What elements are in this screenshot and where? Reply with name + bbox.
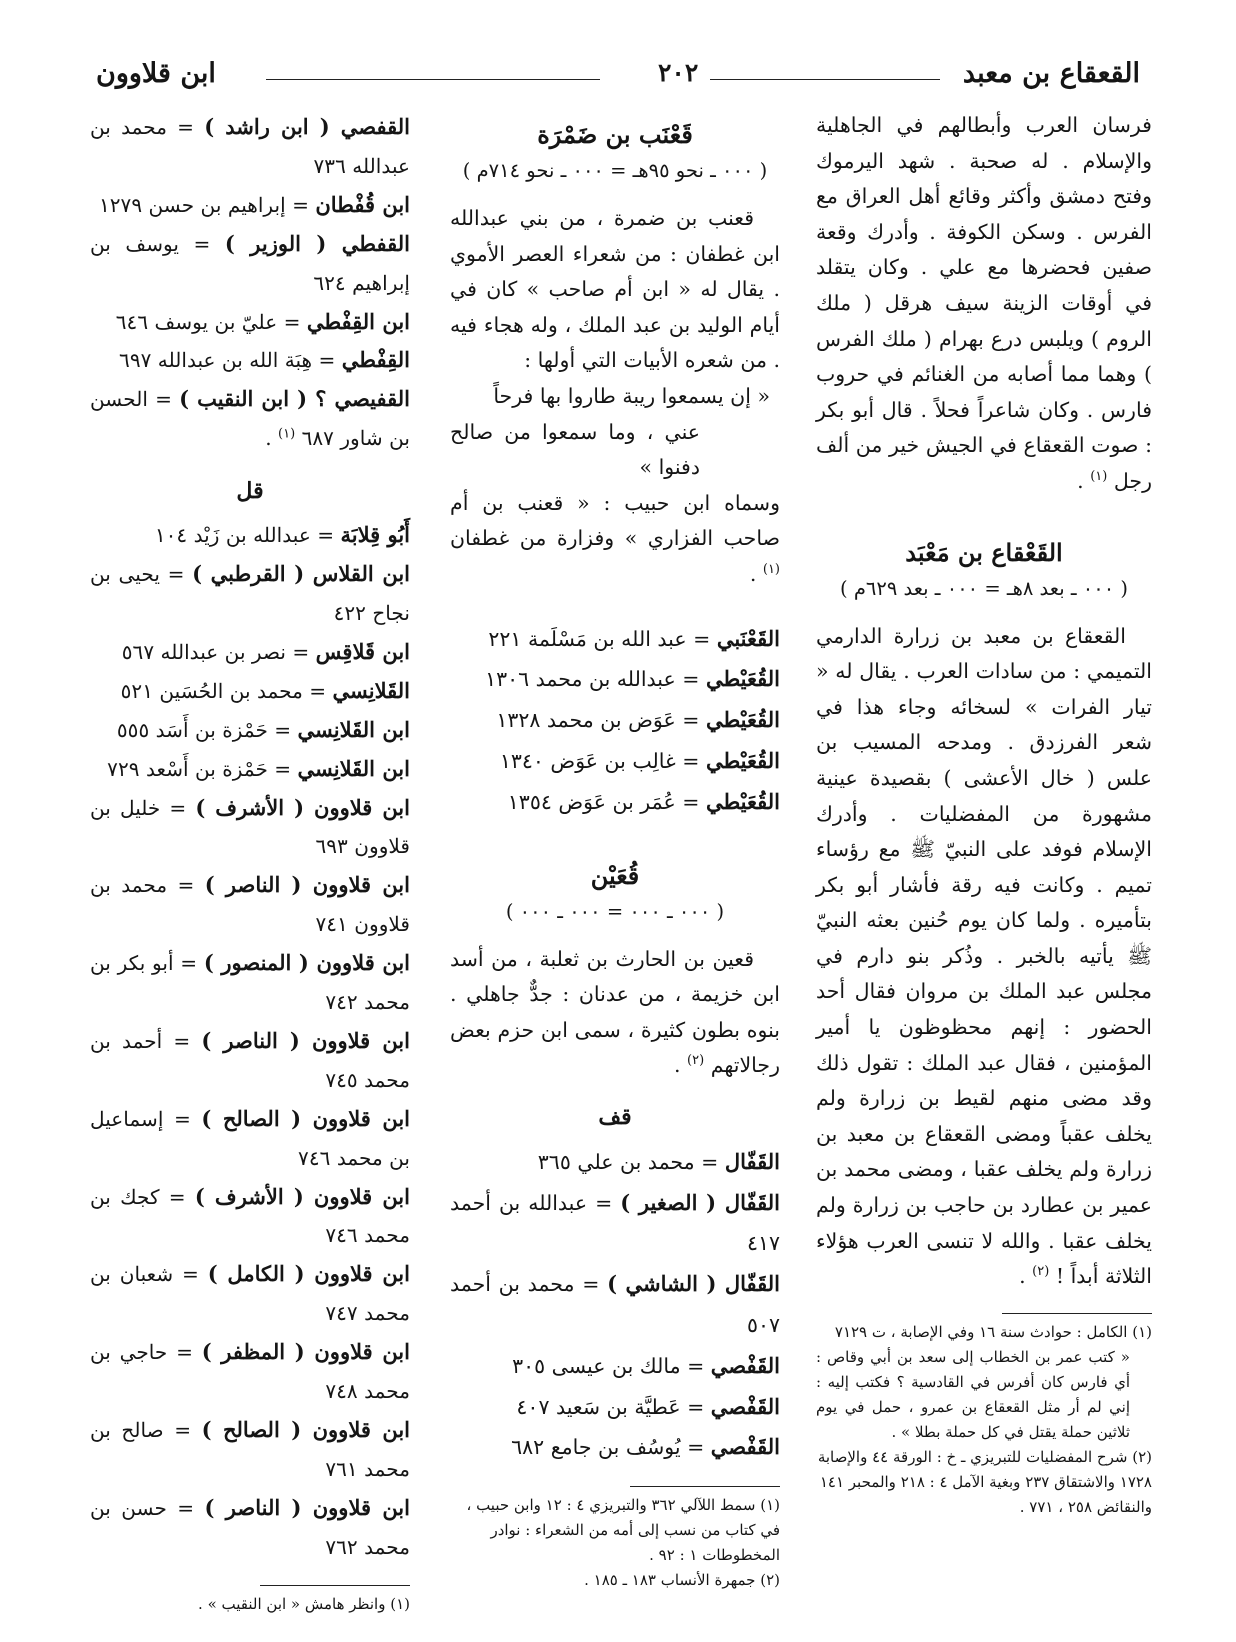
cross-reference: القَفْصي = مالك بن عيسى ٣٠٥ bbox=[512, 1352, 780, 1378]
cross-reference: ابن قلاوون ( الناصر ) = أحمد بن محمد ٧٤٥ bbox=[90, 1027, 410, 1092]
column-right bbox=[816, 108, 1152, 1520]
cross-reference: ابن قلاوون ( الأشرف ) = خليل بن قلاوون ٦٩٣ bbox=[90, 794, 410, 859]
entry-title: قَعْنَب بن ضَمْرَة bbox=[537, 120, 693, 149]
footnotes bbox=[450, 1493, 780, 1593]
entry-dates: ( ٠٠٠ ـ بعد ٨هـ = ٠٠٠ ـ بعد ٦٢٩م ) bbox=[840, 576, 1128, 600]
cross-reference: ابن القَلانِسي = حَمْزة بن أَسْعد ٧٢٩ bbox=[107, 755, 410, 781]
cross-reference: القفيصي ؟ ( ابن النقيب ) = الحسن بن شاور ٦٨٧ $^{(١)}$ . bbox=[90, 386, 411, 451]
footnote: (١) وانظر هامش « ابن النقيب » . bbox=[198, 1594, 410, 1613]
page-number: ٢٠٢ bbox=[658, 58, 699, 87]
cross-reference: ابن قلاوون ( الأشرف ) = كجك بن محمد ٧٤٦ bbox=[90, 1183, 410, 1248]
cross-reference: ابن قلاوون ( الصالح ) = إسماعيل بن محمد ٧٤٦ bbox=[90, 1105, 411, 1170]
cross-reference: القَعْنَبي = عبد الله بن مَسْلَمة ٢٢١ bbox=[488, 625, 780, 651]
entry-dates: ( ٠٠٠ ـ ٠٠٠ = ٠٠٠ ـ ٠٠٠ ) bbox=[505, 899, 725, 923]
section-heading: قف bbox=[598, 1103, 632, 1130]
cross-reference: القَفْصي = يُوسُف بن جامع ٦٨٢ bbox=[511, 1434, 780, 1460]
cross-reference: القُعَيْطي = عبدالله بن محمد ١٣٠٦ bbox=[485, 666, 780, 692]
cross-reference: ابن قلاوون ( الناصر ) = حسن بن محمد ٧٦٢ bbox=[90, 1494, 410, 1559]
footnotes bbox=[90, 1592, 410, 1617]
cross-reference: القَفّال ( الشاشي ) = محمد بن أحمد ٥٠٧ bbox=[450, 1271, 781, 1338]
column-left bbox=[90, 108, 410, 1617]
cross-reference: ابن القِفْطي = عليّ بن يوسف ٦٤٦ bbox=[115, 308, 410, 334]
cross-reference-list bbox=[450, 1142, 780, 1468]
cross-reference: القُعَيْطي = عَوَض بن محمد ١٣٢٨ bbox=[496, 707, 780, 733]
footnote: (٢) جمهرة الأنساب ١٨٣ ـ ١٨٥ . bbox=[584, 1571, 780, 1590]
cross-reference: القُعَيْطي = غالِب بن عَوَض ١٣٤٠ bbox=[499, 747, 780, 773]
cross-reference: ابن قلاوون ( الكامل ) = شعبان بن محمد ٧٤٧ bbox=[90, 1261, 410, 1326]
footnote: (١) سمط اللآلي ٣٦٢ والتبريزي ٤ : ١٢ وابن حبيب ، في كتاب من نسب إلى أمه من الشعراء : نوادر المخطوطات ١ : ٩٢ . bbox=[466, 1496, 780, 1565]
cross-reference: ابن قلاوون ( الناصر ) = محمد بن قلاوون ٧٤١ bbox=[90, 872, 410, 937]
header-rule-left bbox=[266, 79, 600, 80]
footnote-rule bbox=[630, 1486, 780, 1487]
footnote-rule bbox=[260, 1585, 410, 1586]
cross-reference: القَفّال ( الصغير ) = عبدالله بن أحمد ٤١٧ bbox=[450, 1189, 780, 1256]
cross-reference: القفطي ( الوزير ) = يوسف بن إبراهيم ٦٢٤ bbox=[90, 230, 411, 295]
cross-reference-list bbox=[90, 516, 410, 1566]
entry-text: قعين بن الحارث بن ثعلبة ، من أسد ابن خزيمة ، من عدنان : جدٌّ جاهلي . بنوه بطون كثيرة ، سمى ابن حزم بعض رجالاتهم $^{(٢)}$ . bbox=[450, 946, 780, 1078]
cross-reference: ابن القَلانِسي = حَمْزة بن أَسَد ٥٥٥ bbox=[116, 716, 410, 742]
page-header bbox=[84, 58, 1140, 100]
cross-reference: ابن قُفْطان = إبراهيم بن حسن ١٢٧٩ bbox=[98, 191, 410, 217]
footnote: (١) الكامل : حوادث سنة ١٦ وفي الإصابة ، ت ٧١٢٩ bbox=[834, 1322, 1152, 1341]
verse-line: عني ، وما سمعوا من صالح دفنوا » bbox=[450, 419, 700, 480]
cross-reference-list bbox=[450, 619, 780, 823]
footnote: « كتب عمر بن الخطاب إلى سعد بن أبي وقاص : أي فارس كان أفرس في القادسية ؟ فكتب إليه : إني لم أر مثل القعقاع بن عمرو ، حمل في يوم ثلاثين حملة يقتل في كل حملة بطلا » . bbox=[816, 1347, 1130, 1441]
cross-reference: القفصي ( ابن راشد ) = محمد بن عبدالله ٧٣٦ bbox=[90, 114, 411, 178]
footnote-rule bbox=[1002, 1313, 1152, 1314]
column-middle bbox=[450, 108, 780, 1593]
verse-line: « إن يسمعوا ريبة طاروا بها فرحاً bbox=[493, 383, 770, 408]
cross-reference: القَلانِسي = محمد بن الحُسَين ٥٢١ bbox=[120, 677, 410, 703]
entry-text: القعقاع بن معبد بن زرارة الدارمي التميمي : من سادات العرب . يقال له « تيار الفرات » لسخائه وجاء هذا في شعر الفرزدق . ومدحه المسيب بن علس ( خال الأعشى ) بقصيدة عينية مشهورة من المفضليات . وأدرك الإسلام فوفد على النبيّ ﷺ مع رؤساء تميم . وكانت فيه رقة فأشار أبو بكر بتأميره . ولما كان يوم حُنين بعثه النبيّ ﷺ يأتيه بالخبر . وذُكر بنو دارم في مجلس عبد الملك بن مروان فقال أحد الحضور : إنهم محظوظون يا أمير المؤمنين ، فقال عبد الملك : تقول ذلك وقد مضى منهم لقيط بن زرارة ولم يخلف عقباً ومضى القعقاع بن معبد بن زرارة ولم يخلف عقبا ، ومضى محمد بن عمير بن عطارد بن حاجب بن زرارة ولم يخلف عقبا . والله لا تنسى العرب هؤلاء الثلاثة أبداً ! $^{(٢)}$ . bbox=[816, 623, 1152, 1289]
footnote: (٢) شرح المفضليات للتبريزي ـ خ : الورقة ٤٤ والإصابة ١٧٢٨ والاشتقاق ٢٣٧ وبغية الآمل ٤ : ٢١٨ والمحبر ١٤١ والنقائض ٢٥٨ ، ٧٧١ . bbox=[817, 1447, 1152, 1516]
entry-title: قُعَيْن bbox=[590, 860, 640, 890]
entry-title: القَعْقاع بن مَعْبَد bbox=[905, 537, 1063, 567]
cross-reference: أَبُو قِلابَة = عبدالله بن زَيْد ١٠٤ bbox=[154, 522, 410, 548]
entry-dates: ( ٠٠٠ ـ نحو ٩٥هـ = ٠٠٠ ـ نحو ٧١٤م ) bbox=[462, 159, 768, 182]
entry-text: قعنب بن ضمرة ، من بني عبدالله ابن غطفان : من شعراء العصر الأموي . يقال له « ابن أم صاحب » كان في أيام الوليد بن عبد الملك ، وله هجاء فيه . من شعره الأبيات التي أولها : bbox=[450, 206, 780, 373]
cross-reference: ابن قلاوون ( المنصور ) = أبو بكر بن محمد ٧٤٢ bbox=[90, 950, 411, 1015]
entry-text: فرسان العرب وأبطالهم في الجاهلية والإسلام . له صحبة . شهد اليرموك وفتح دمشق وأكثر وقائع أهل العراق مع الفرس . وسكن الكوفة . وأدرك وقعة صفين فحضرها مع علي . وكان يتقلد في أوقات الزينة سيف هرقل ( ملك الروم ) ويلبس درع بهرام ( ملك الفرس ) وهما مما أصابه من الغنائم في حروب فارس . وكان شاعراً فحلاً . قال أبو بكر : صوت القعقاع في الجيش خير من ألف رجل $^{(١)}$ . bbox=[816, 113, 1152, 493]
cross-reference: القُعَيْطي = عُمَر بن عَوَض ١٣٥٤ bbox=[507, 788, 780, 814]
cross-reference: القَفْصي = عَطيَّة بن سَعيد ٤٠٧ bbox=[516, 1393, 780, 1419]
entry-text: وسماه ابن حبيب : « قعنب بن أم صاحب الفزاري » وفزارة من غطفان $^{(١)}$ . bbox=[450, 490, 780, 586]
section-heading: قل bbox=[236, 478, 264, 505]
cross-reference-list bbox=[90, 108, 410, 458]
cross-reference: القَفّال = محمد بن علي ٣٦٥ bbox=[537, 1148, 780, 1174]
cross-reference: ابن قلاوون ( الصالح ) = صالح بن محمد ٧٦١ bbox=[90, 1417, 410, 1481]
footnotes bbox=[816, 1320, 1152, 1520]
cross-reference: القِفْطي = هِبَة الله بن عبدالله ٦٩٧ bbox=[119, 347, 410, 373]
cross-reference: ابن قلاوون ( المظفر ) = حاجي بن محمد ٧٤٨ bbox=[90, 1339, 410, 1404]
header-rule-right bbox=[710, 79, 940, 80]
running-title-left: ابن قلاوون bbox=[96, 58, 216, 89]
cross-reference: ابن القلاس ( القرطبي ) = يحيى بن نجاح ٤٢٢ bbox=[90, 561, 411, 625]
cross-reference: ابن قَلاقِس = نصر بن عبدالله ٥٦٧ bbox=[121, 638, 410, 664]
running-title-right: القعقاع بن معبد bbox=[962, 58, 1140, 89]
